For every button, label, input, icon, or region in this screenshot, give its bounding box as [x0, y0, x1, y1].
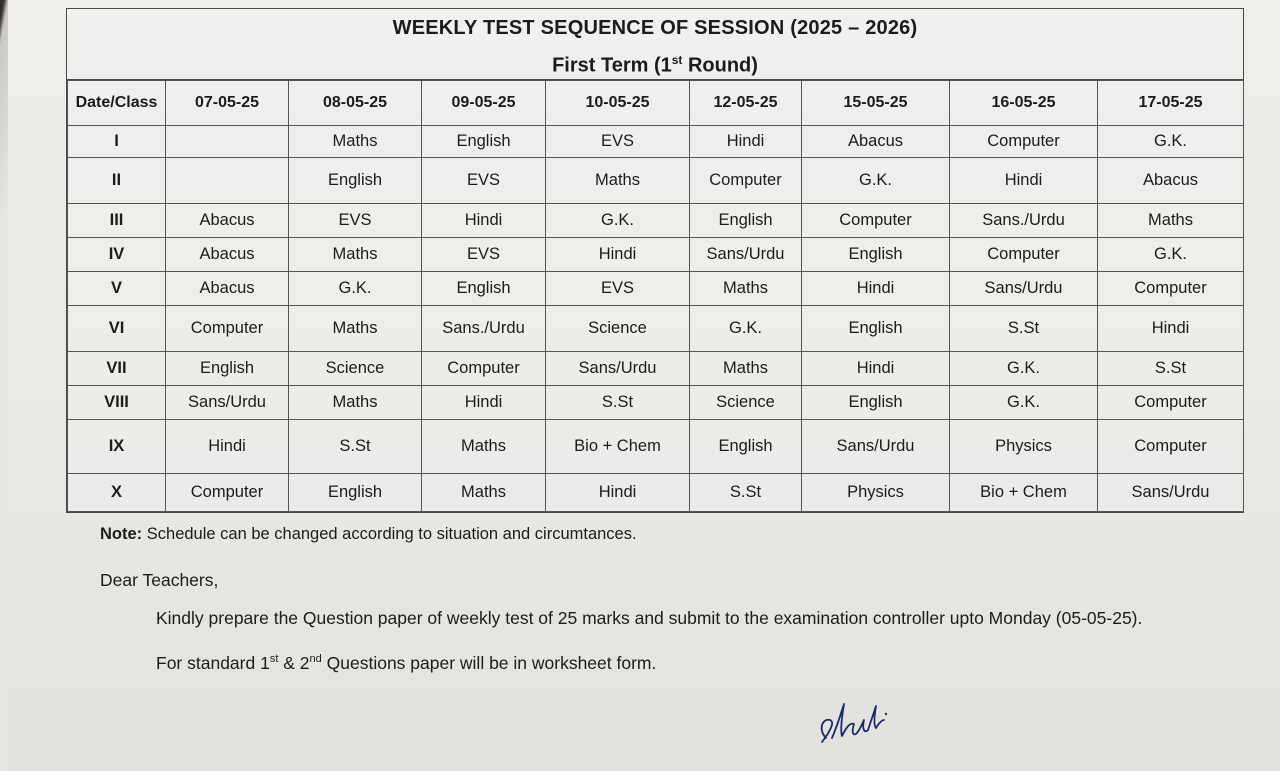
class-label: V: [68, 272, 166, 306]
class-label: VIII: [68, 386, 166, 420]
class-row: [68, 420, 1244, 474]
subtitle-superscript: st: [671, 53, 683, 67]
subject-cell: Abacus: [166, 272, 289, 306]
class-row: [68, 386, 1244, 420]
subject-cell: Sans/Urdu: [950, 272, 1098, 306]
subject-cell: Science: [546, 306, 690, 352]
class-label: II: [68, 158, 166, 204]
subject-cell: Physics: [802, 474, 950, 512]
subject-cell: Hindi: [1098, 306, 1244, 352]
subject-cell: Sans/Urdu: [802, 420, 950, 474]
class-label: III: [68, 204, 166, 238]
subject-cell: Hindi: [422, 204, 546, 238]
class-label: X: [68, 474, 166, 512]
class-label: IV: [68, 238, 166, 272]
subject-cell: Sans./Urdu: [950, 204, 1098, 238]
subject-cell: Maths: [546, 158, 690, 204]
subject-cell: Computer: [950, 238, 1098, 272]
subject-cell: EVS: [422, 238, 546, 272]
signature: [812, 690, 892, 750]
subject-cell: Maths: [289, 126, 422, 158]
subject-cell: Sans/Urdu: [690, 238, 802, 272]
subject-cell: G.K.: [1098, 126, 1244, 158]
subject-cell: G.K.: [546, 204, 690, 238]
note-label: Note:: [100, 525, 143, 543]
subtitle-text: First Term (1: [552, 54, 672, 77]
schedule-body: [68, 126, 1244, 512]
worksheet-text-c: Questions paper will be in worksheet form.: [321, 653, 657, 673]
schedule-frame: [66, 8, 1244, 513]
subject-cell: English: [289, 474, 422, 512]
subject-cell: Sans./Urdu: [422, 306, 546, 352]
class-label: VI: [68, 306, 166, 352]
subject-cell: S.St: [1098, 352, 1244, 386]
instruction-line: Kindly prepare the Question paper of weekly test of 25 marks and submit to the examination controller upto Monday (05-05-25).: [156, 608, 1143, 628]
subject-cell: G.K.: [802, 158, 950, 204]
worksheet-sup-1: st: [269, 653, 279, 666]
subject-cell: [166, 158, 289, 204]
subject-cell: Maths: [1098, 204, 1244, 238]
subject-cell: Maths: [422, 474, 546, 512]
subject-cell: EVS: [422, 158, 546, 204]
subject-cell: S.St: [289, 420, 422, 474]
subject-cell: Maths: [289, 386, 422, 420]
class-row: [68, 204, 1244, 238]
subject-cell: Computer: [166, 474, 289, 512]
date-header: 16-05-25: [950, 81, 1098, 126]
subject-cell: Maths: [690, 352, 802, 386]
schedule-table: [67, 80, 1244, 512]
greeting: Dear Teachers,: [100, 570, 219, 590]
subject-cell: Computer: [690, 158, 802, 204]
header-row: [68, 81, 1244, 126]
class-row: [68, 474, 1244, 512]
subject-cell: Computer: [1098, 420, 1244, 474]
subject-cell: G.K.: [690, 306, 802, 352]
document-title: WEEKLY TEST SEQUENCE OF SESSION (2025 – 2026): [392, 17, 918, 39]
subject-cell: G.K.: [950, 386, 1098, 420]
worksheet-sup-2: nd: [309, 653, 322, 666]
subject-cell: Computer: [166, 306, 289, 352]
subject-cell: EVS: [546, 272, 690, 306]
worksheet-text-a: For standard 1: [156, 653, 270, 673]
subject-cell: Bio + Chem: [546, 420, 690, 474]
date-header: 10-05-25: [546, 81, 690, 126]
subject-cell: Science: [289, 352, 422, 386]
class-row: [68, 238, 1244, 272]
date-header: 17-05-25: [1098, 81, 1244, 126]
subject-cell: Computer: [1098, 272, 1244, 306]
subject-cell: English: [422, 126, 546, 158]
subject-cell: Sans/Urdu: [166, 386, 289, 420]
subject-cell: Computer: [422, 352, 546, 386]
subject-cell: G.K.: [950, 352, 1098, 386]
subject-cell: [166, 126, 289, 158]
subject-cell: Maths: [690, 272, 802, 306]
worksheet-text-b: & 2: [278, 653, 310, 673]
subject-cell: Maths: [422, 420, 546, 474]
subject-cell: G.K.: [1098, 238, 1244, 272]
document-subtitle: [67, 43, 1243, 80]
subject-cell: Abacus: [166, 204, 289, 238]
subject-cell: Science: [690, 386, 802, 420]
subject-cell: Hindi: [546, 474, 690, 512]
subject-cell: English: [802, 386, 950, 420]
class-label: I: [68, 126, 166, 158]
subject-cell: Bio + Chem: [950, 474, 1098, 512]
subject-cell: Sans/Urdu: [546, 352, 690, 386]
date-header: 08-05-25: [289, 81, 422, 126]
subject-cell: Abacus: [166, 238, 289, 272]
date-header: 09-05-25: [422, 81, 546, 126]
subject-cell: G.K.: [289, 272, 422, 306]
class-row: [68, 352, 1244, 386]
subject-cell: English: [166, 352, 289, 386]
corner-header: Date/Class: [68, 81, 166, 126]
subject-cell: Hindi: [166, 420, 289, 474]
subject-cell: English: [422, 272, 546, 306]
class-row: [68, 158, 1244, 204]
subject-cell: Computer: [802, 204, 950, 238]
subject-cell: Maths: [289, 238, 422, 272]
subject-cell: English: [802, 238, 950, 272]
subject-cell: Computer: [1098, 386, 1244, 420]
subject-cell: English: [690, 204, 802, 238]
subject-cell: Maths: [289, 306, 422, 352]
subject-cell: EVS: [546, 126, 690, 158]
schedule-note: [100, 525, 637, 544]
subtitle-round: Round): [682, 54, 758, 77]
class-row: [68, 272, 1244, 306]
subject-cell: Hindi: [950, 158, 1098, 204]
class-label: VII: [68, 352, 166, 386]
subject-cell: Hindi: [802, 272, 950, 306]
date-header: 15-05-25: [802, 81, 950, 126]
class-row: [68, 306, 1244, 352]
subject-cell: Hindi: [546, 238, 690, 272]
subject-cell: Hindi: [422, 386, 546, 420]
worksheet-line: [156, 653, 656, 674]
subject-cell: Physics: [950, 420, 1098, 474]
subject-cell: EVS: [289, 204, 422, 238]
subject-cell: English: [802, 306, 950, 352]
subject-cell: S.St: [690, 474, 802, 512]
subject-cell: English: [289, 158, 422, 204]
class-label: IX: [68, 420, 166, 474]
subject-cell: Abacus: [1098, 158, 1244, 204]
subject-cell: Hindi: [802, 352, 950, 386]
subject-cell: Computer: [950, 126, 1098, 158]
subject-cell: S.St: [950, 306, 1098, 352]
subject-cell: Sans/Urdu: [1098, 474, 1244, 512]
class-row: [68, 126, 1244, 158]
date-header: 12-05-25: [690, 81, 802, 126]
subject-cell: Abacus: [802, 126, 950, 158]
note-text: Schedule can be changed according to situation and circumtances.: [142, 525, 637, 543]
subject-cell: Hindi: [690, 126, 802, 158]
date-header: 07-05-25: [166, 81, 289, 126]
subject-cell: English: [690, 420, 802, 474]
subject-cell: S.St: [546, 386, 690, 420]
